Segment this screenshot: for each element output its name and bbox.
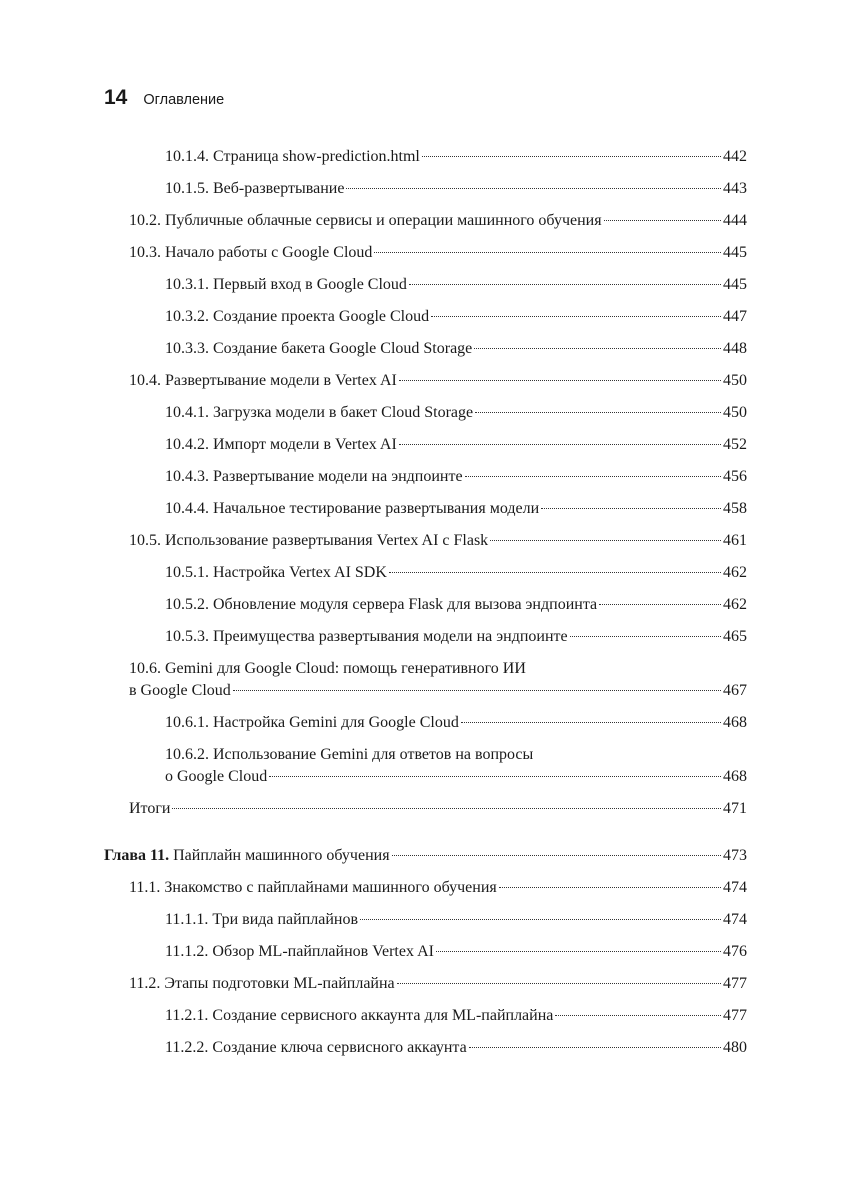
toc-entry[interactable] — [129, 798, 747, 820]
toc-entry-page: 480 — [723, 1039, 747, 1056]
toc-entry-title: 11.1.1. Три вида пайплайнов — [165, 911, 359, 928]
dot-leader — [570, 636, 721, 637]
dot-leader — [269, 776, 721, 777]
toc-entry-page: 477 — [723, 1007, 747, 1024]
toc-entry-title: 10.1.4. Страница show-prediction.html — [165, 148, 420, 165]
toc-entry[interactable] — [165, 744, 747, 788]
toc-entry-page: 465 — [723, 628, 747, 645]
toc-entry[interactable] — [165, 274, 747, 296]
toc-entry[interactable] — [165, 402, 747, 424]
toc-entry-title-line1: 10.6.2. Использование Gemini для ответов на вопросы — [165, 746, 534, 763]
toc-entry-page: 450 — [723, 404, 747, 421]
toc-entry[interactable] — [165, 626, 747, 648]
toc-entry[interactable] — [165, 562, 747, 584]
toc-entry-title: 11.2.2. Создание ключа сервисного аккаунта — [165, 1039, 467, 1056]
dot-leader — [499, 887, 721, 888]
page-number: 14 — [104, 86, 128, 109]
toc-entry-page: 444 — [723, 212, 747, 229]
toc-entry-page: 442 — [723, 148, 747, 165]
toc-entry[interactable] — [165, 1005, 747, 1027]
toc-entry[interactable] — [165, 338, 747, 360]
chapter-label: Глава 11. — [104, 847, 170, 864]
toc-entry-title: 10.1.5. Веб-развертывание — [165, 180, 345, 197]
toc-entry[interactable] — [165, 306, 747, 328]
toc-entry[interactable] — [165, 594, 747, 616]
toc-entry-title: 10.2. Публичные облачные сервисы и операции машинного обучения — [129, 212, 602, 229]
toc-entry-title: 11.1. Знакомство с пайплайнами машинного обучения — [129, 879, 497, 896]
toc-entry-page: 443 — [723, 180, 747, 197]
toc-entry-title: 10.4.1. Загрузка модели в бакет Cloud Storage — [165, 404, 474, 421]
running-head: Оглавление — [143, 92, 225, 108]
toc-entry[interactable] — [129, 658, 747, 702]
toc-entry-page: 467 — [723, 682, 747, 699]
toc-entry[interactable] — [129, 530, 747, 552]
toc-entry-title: 10.3.3. Создание бакета Google Cloud Storage — [165, 340, 473, 357]
toc-entry-page: 445 — [723, 276, 747, 293]
toc-entry[interactable] — [165, 146, 747, 168]
dot-leader — [389, 572, 721, 573]
dot-leader — [346, 188, 721, 189]
dot-leader — [431, 316, 721, 317]
dot-leader — [541, 508, 721, 509]
dot-leader — [409, 284, 721, 285]
toc-entry[interactable] — [129, 210, 747, 232]
toc-entry-title: в Google Cloud — [129, 682, 231, 699]
toc-entry[interactable] — [165, 1037, 747, 1059]
toc-entry-title: 10.5.2. Обновление модуля сервера Flask для вызова эндпоинта — [165, 596, 598, 613]
toc-entry-title: 10.5. Использование развертывания Vertex AI с Flask — [129, 532, 489, 549]
toc-entry[interactable] — [165, 178, 747, 200]
toc-entry-title: о Google Cloud — [165, 768, 268, 785]
toc-entry-title: 11.2. Этапы подготовки ML-пайплайна — [129, 975, 395, 992]
toc-entry-page: 473 — [723, 847, 747, 864]
toc-entry-page: 447 — [723, 308, 747, 325]
toc-entry[interactable] — [165, 941, 747, 963]
toc-entry-page: 445 — [723, 244, 747, 261]
dot-leader — [475, 412, 721, 413]
toc-entry-title-line1: 10.6. Gemini для Google Cloud: помощь генеративного ИИ — [129, 660, 526, 677]
dot-leader — [360, 919, 721, 920]
toc-entry-title: 10.5.3. Преимущества развертывания модели на эндпоинте — [165, 628, 568, 645]
toc-entry-page: 462 — [723, 564, 747, 581]
dot-leader — [397, 983, 721, 984]
dot-leader — [604, 220, 721, 221]
dot-leader — [399, 444, 721, 445]
dot-leader — [599, 604, 721, 605]
toc-entry-page: 448 — [723, 340, 747, 357]
dot-leader — [474, 348, 721, 349]
toc-entry[interactable] — [129, 877, 747, 899]
toc-entry-page: 468 — [723, 714, 747, 731]
toc-entry-page: 476 — [723, 943, 747, 960]
dot-leader — [422, 156, 721, 157]
dot-leader — [436, 951, 721, 952]
toc-entry-page: 450 — [723, 372, 747, 389]
dot-leader — [374, 252, 721, 253]
dot-leader — [461, 722, 721, 723]
dot-leader — [399, 380, 721, 381]
dot-leader — [465, 476, 721, 477]
toc-entry-page: 462 — [723, 596, 747, 613]
toc-entry[interactable] — [165, 498, 747, 520]
dot-leader — [490, 540, 721, 541]
dot-leader — [469, 1047, 721, 1048]
toc-entry-page: 468 — [723, 768, 747, 785]
toc-entry[interactable] — [165, 909, 747, 931]
toc-entry-page: 456 — [723, 468, 747, 485]
toc-entry-title: 11.1.2. Обзор ML-пайплайнов Vertex AI — [165, 943, 434, 960]
toc-entry[interactable] — [165, 434, 747, 456]
toc-entry-title: 10.3.1. Первый вход в Google Cloud — [165, 276, 407, 293]
toc-entry[interactable] — [165, 712, 747, 734]
toc-entry-title: 11.2.1. Создание сервисного аккаунта для ML-пайплайна — [165, 1007, 554, 1024]
dot-leader — [233, 690, 721, 691]
toc-entry-page: 474 — [723, 879, 747, 896]
toc-entry-title: 10.4.4. Начальное тестирование развертывания модели — [165, 500, 540, 517]
dot-leader — [555, 1015, 721, 1016]
toc-entry-page: 461 — [723, 532, 747, 549]
toc-entry[interactable] — [129, 370, 747, 392]
dot-leader — [392, 855, 721, 856]
toc-entry-title: 10.3. Начало работы с Google Cloud — [129, 244, 373, 261]
toc-entry-page: 452 — [723, 436, 747, 453]
toc-entry-page: 471 — [723, 800, 747, 817]
toc-entry-title: 10.5.1. Настройка Vertex AI SDK — [165, 564, 387, 581]
toc-entry-title: 10.3.2. Создание проекта Google Cloud — [165, 308, 430, 325]
toc-chapter-entry[interactable] — [104, 845, 747, 867]
toc-entry-page: 458 — [723, 500, 747, 517]
toc-entry-page: 477 — [723, 975, 747, 992]
toc-entry-title: Итоги — [129, 800, 171, 817]
toc-entry[interactable] — [129, 242, 747, 264]
toc-entry-title: 10.6.1. Настройка Gemini для Google Cloud — [165, 714, 459, 731]
toc-entry[interactable] — [165, 466, 747, 488]
toc-entry-page: 474 — [723, 911, 747, 928]
dot-leader — [172, 808, 721, 809]
toc-entry-title: 10.4.2. Импорт модели в Vertex AI — [165, 436, 397, 453]
toc-entry-title: 10.4. Развертывание модели в Vertex AI — [129, 372, 397, 389]
toc-entry-title: 10.4.3. Развертывание модели на эндпоинте — [165, 468, 463, 485]
page-header — [104, 86, 224, 110]
toc-entry[interactable] — [129, 973, 747, 995]
toc-entry-title: Пайплайн машинного обучения — [173, 847, 390, 864]
